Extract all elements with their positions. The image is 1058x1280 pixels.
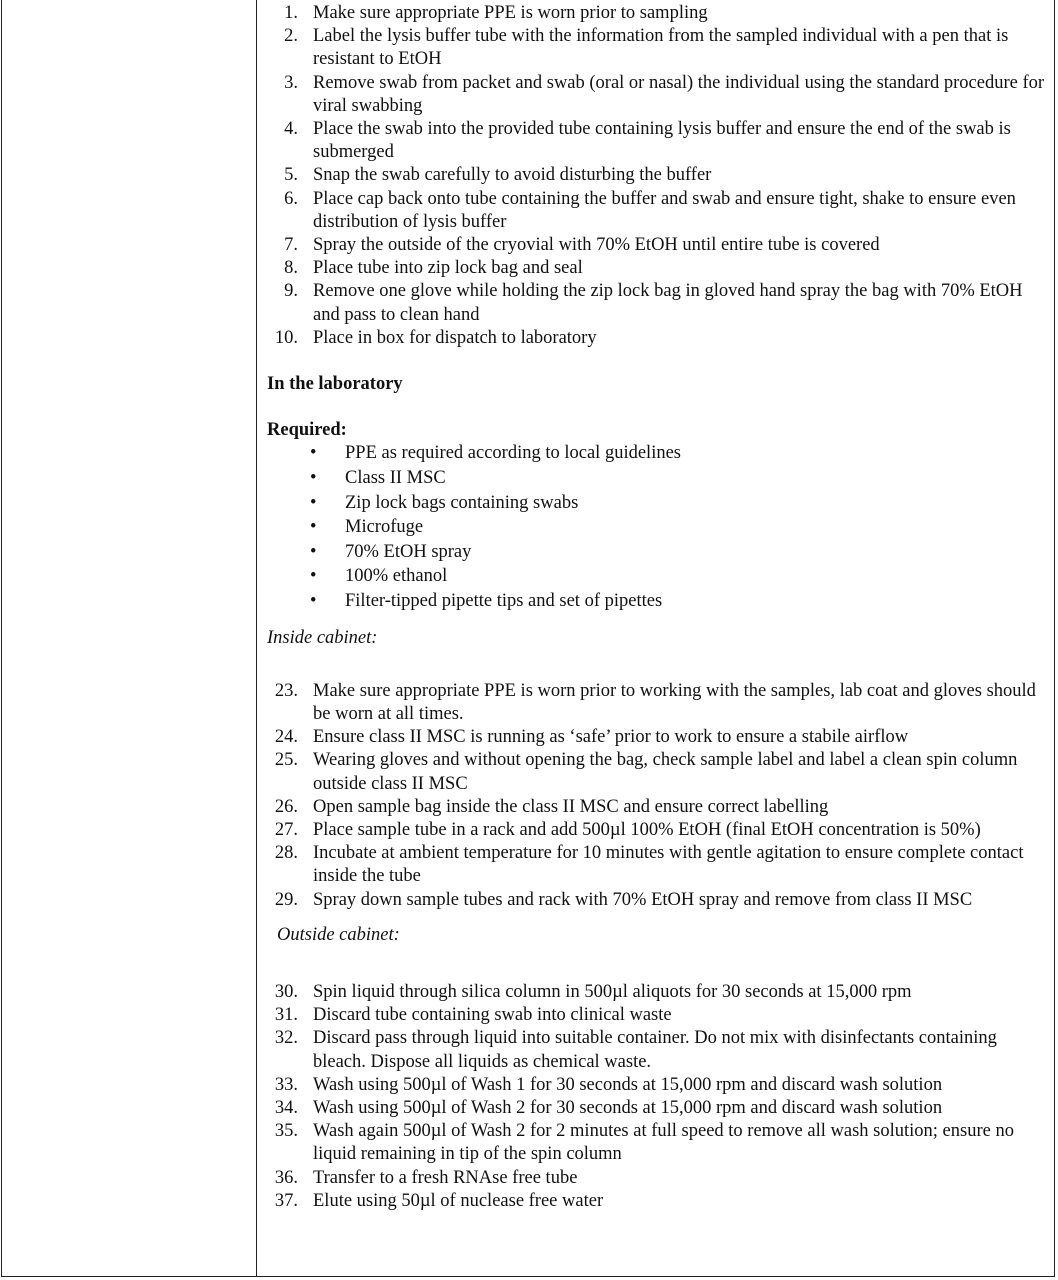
protocol-cell — [267, 2, 1047, 1213]
list-item: 23. Make sure appropriate PPE is worn prior to working with the samples, lab coat and gloves should be worn at all times. — [274, 680, 1036, 725]
list-item: 10. Place in box for dispatch to laboratory — [274, 327, 597, 348]
list-item: 3. Remove swab from packet and swab (oral or nasal) the individual using the standard procedure for viral swabbing — [284, 72, 1045, 116]
list-item: 28. Incubate at ambient temperature for 10 minutes with gentle agitation to ensure complete contact inside the tube — [274, 843, 1024, 887]
list-item: 8. Place tube into zip lock bag and seal — [284, 258, 583, 279]
inside-cabinet-heading: Inside cabinet: — [267, 627, 378, 648]
list-item: 37. Elute using 50µl of nuclease free water — [274, 1190, 604, 1211]
list-item: 27. Place sample tube in a rack and add 500µl 100% EtOH (final EtOH concentration is 50%) — [274, 820, 981, 841]
bullet-icon: • — [310, 517, 317, 538]
outside-steps-list — [267, 981, 1047, 1213]
bullet-icon: • — [310, 566, 317, 587]
required-list — [267, 442, 1047, 614]
bullet-icon: • — [310, 541, 317, 562]
list-item: 25. Wearing gloves and without opening the bag, check sample label and label a clean spin column outside class II MSC — [274, 750, 1018, 794]
bullet-icon: • — [310, 492, 317, 513]
list-item: • Microfuge — [267, 516, 1047, 541]
list-item: 7. Spray the outside of the cryovial with 70% EtOH until entire tube is covered — [284, 235, 880, 256]
sampling-steps-list — [267, 2, 1047, 350]
list-item: 33. Wash using 500µl of Wash 1 for 30 seconds at 15,000 rpm and discard wash solution — [274, 1074, 943, 1095]
list-item: • 70% EtOH spray — [267, 541, 1047, 566]
bullet-icon: • — [310, 443, 317, 464]
bullet-icon: • — [310, 591, 317, 612]
list-item: 26. Open sample bag inside the class II MSC and ensure correct labelling — [274, 796, 829, 817]
list-item: 29. Spray down sample tubes and rack with 70% EtOH spray and remove from class II MSC — [274, 889, 973, 910]
inside-steps-list — [267, 680, 1047, 912]
list-item: 4. Place the swab into the provided tube containing lysis buffer and ensure the end of the swab is submerged — [284, 119, 1011, 163]
list-item: 35. Wash again 500µl of Wash 2 for 2 minutes at full speed to remove all wash solution; ensure no liquid remaining in tip of the spin column — [274, 1121, 1014, 1165]
list-item: 32. Discard pass through liquid into suitable container. Do not mix with disinfectants containing bleach. Dispose all liquids as chemical waste. — [274, 1028, 997, 1072]
lab-heading: In the laboratory — [267, 374, 403, 395]
list-item: 6. Place cap back onto tube containing the buffer and swab and ensure tight, shake to ensure even distribution of lysis buffer — [284, 188, 1016, 232]
list-item: 36. Transfer to a fresh RNAse free tube — [274, 1167, 578, 1188]
list-item: 9. Remove one glove while holding the zip lock bag in gloved hand spray the bag with 70% EtOH and pass to clean hand — [284, 281, 1023, 325]
list-item: • Filter-tipped pipette tips and set of pipettes — [267, 590, 1047, 615]
list-item: • Zip lock bags containing swabs — [267, 492, 1047, 517]
list-item: 24. Ensure class II MSC is running as ‘safe’ prior to work to ensure a stabile airflow — [274, 727, 909, 748]
bullet-icon: • — [310, 468, 317, 489]
list-item: • Class II MSC — [267, 467, 1047, 492]
list-item: 5. Snap the swab carefully to avoid disturbing the buffer — [284, 165, 712, 186]
list-item: • PPE as required according to local guidelines — [267, 442, 1047, 467]
list-item: 34. Wash using 500µl of Wash 2 for 30 seconds at 15,000 rpm and discard wash solution — [274, 1098, 943, 1119]
list-item: 30. Spin liquid through silica column in 500µl aliquots for 30 seconds at 15,000 rpm — [274, 982, 912, 1003]
column-divider — [256, 0, 257, 1277]
list-item: 2. Label the lysis buffer tube with the information from the sampled individual with a pen that is resistant to EtOH — [284, 26, 1009, 70]
list-item: 31. Discard tube containing swab into clinical waste — [274, 1005, 672, 1026]
list-item: 1. Make sure appropriate PPE is worn prior to sampling — [284, 3, 708, 23]
required-heading: Required: — [267, 420, 347, 441]
outside-cabinet-heading: Outside cabinet: — [277, 924, 400, 945]
list-item: • 100% ethanol — [267, 565, 1047, 590]
